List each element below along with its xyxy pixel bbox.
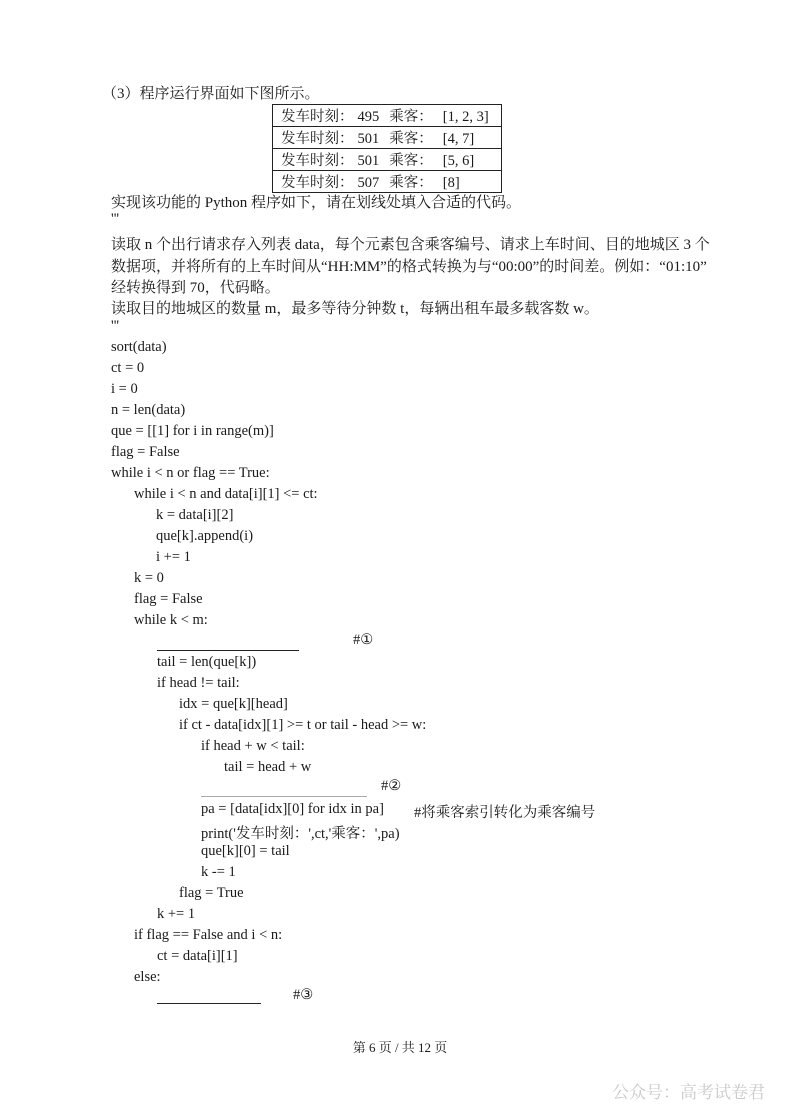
code-line: flag = False: [134, 591, 203, 607]
watermark: 公众号：高考试卷君: [612, 1083, 765, 1103]
output-row: [273, 171, 502, 193]
code-line: k = data[i][2]: [156, 507, 234, 523]
code-line: pa = [data[idx][0] for idx in pa]: [201, 801, 384, 817]
code-line: flag = False: [111, 444, 180, 460]
code-line: while k < m:: [134, 612, 208, 628]
output-passenger-list: [4, 7]: [442, 131, 475, 147]
code-line: i += 1: [156, 549, 191, 565]
blank-marker: #①: [353, 632, 374, 648]
code-line: flag = True: [179, 885, 244, 901]
intro-line: 实现该功能的 Python 程序如下，请在划线处填入合适的代码。: [111, 195, 522, 211]
answer-blank-3[interactable]: [157, 1003, 261, 1004]
doc-line: 读取目的地城区的数量 m，最多等待分钟数 t，每辆出租车最多载客数 w。: [111, 301, 599, 317]
code-line: que = [[1] for i in range(m)]: [111, 423, 274, 439]
output-passenger-list: [8]: [442, 175, 460, 191]
code-line: print('发车时刻：',ct,'乘客：',pa): [201, 826, 400, 842]
output-row: [273, 105, 502, 127]
output-label: 发车时刻：: [281, 153, 354, 169]
output-time: 495: [357, 109, 380, 125]
section-heading: （3）程序运行界面如下图所示。: [102, 86, 320, 102]
code-line: sort(data): [111, 339, 167, 355]
doc-line: 经转换得到 70，代码略。: [111, 280, 280, 296]
output-passenger-label: 乘客：: [389, 109, 433, 125]
output-time: 501: [357, 153, 380, 169]
code-line: que[k][0] = tail: [201, 843, 290, 859]
output-time: 507: [357, 175, 380, 191]
code-line: if flag == False and i < n:: [134, 927, 283, 943]
code-line: if ct - data[idx][1] >= t or tail - head >= w:: [179, 717, 427, 733]
output-passenger-label: 乘客：: [389, 175, 433, 191]
output-row: [273, 127, 502, 149]
code-line: else:: [134, 969, 161, 985]
program-output-box: [272, 104, 502, 193]
code-line: n = len(data): [111, 402, 186, 418]
code-line: ct = data[i][1]: [157, 948, 238, 964]
code-comment: #将乘客索引转化为乘客编号: [414, 805, 596, 821]
page-footer: 第 6 页 / 共 12 页: [352, 1040, 448, 1055]
code-line: ct = 0: [111, 360, 145, 376]
code-line: k -= 1: [201, 864, 236, 880]
code-line: i = 0: [111, 381, 138, 397]
code-line: que[k].append(i): [156, 528, 254, 544]
output-passenger-label: 乘客：: [389, 131, 433, 147]
code-line: k = 0: [134, 570, 164, 586]
docstring-close: ''': [111, 318, 120, 334]
code-line: while i < n or flag == True:: [111, 465, 270, 481]
output-label: 发车时刻：: [281, 109, 354, 125]
code-line: tail = len(que[k]): [157, 654, 257, 670]
code-line: tail = head + w: [224, 759, 312, 775]
output-label: 发车时刻：: [281, 175, 354, 191]
code-line: idx = que[k][head]: [179, 696, 288, 712]
output-time: 501: [357, 131, 380, 147]
doc-line: 读取 n 个出行请求存入列表 data，每个元素包含乘客编号、请求上车时间、目的地城区 3 个: [111, 237, 710, 253]
answer-blank-2[interactable]: [201, 796, 367, 797]
docstring-open: ''': [111, 211, 120, 227]
code-line: if head + w < tail:: [201, 738, 305, 754]
blank-marker: #③: [293, 987, 314, 1003]
doc-line: 数据项，并将所有的上车时间从“HH:MM”的格式转换为与“00:00”的时间差。例如：“01:10”: [111, 259, 707, 275]
answer-blank-1[interactable]: [157, 650, 299, 651]
code-line: if head != tail:: [157, 675, 240, 691]
code-line: while i < n and data[i][1] <= ct:: [134, 486, 318, 502]
output-label: 发车时刻：: [281, 131, 354, 147]
output-passenger-list: [1, 2, 3]: [442, 109, 489, 125]
code-line: k += 1: [157, 906, 196, 922]
output-passenger-list: [5, 6]: [442, 153, 475, 169]
blank-marker: #②: [381, 778, 402, 794]
output-row: [273, 149, 502, 171]
output-passenger-label: 乘客：: [389, 153, 433, 169]
